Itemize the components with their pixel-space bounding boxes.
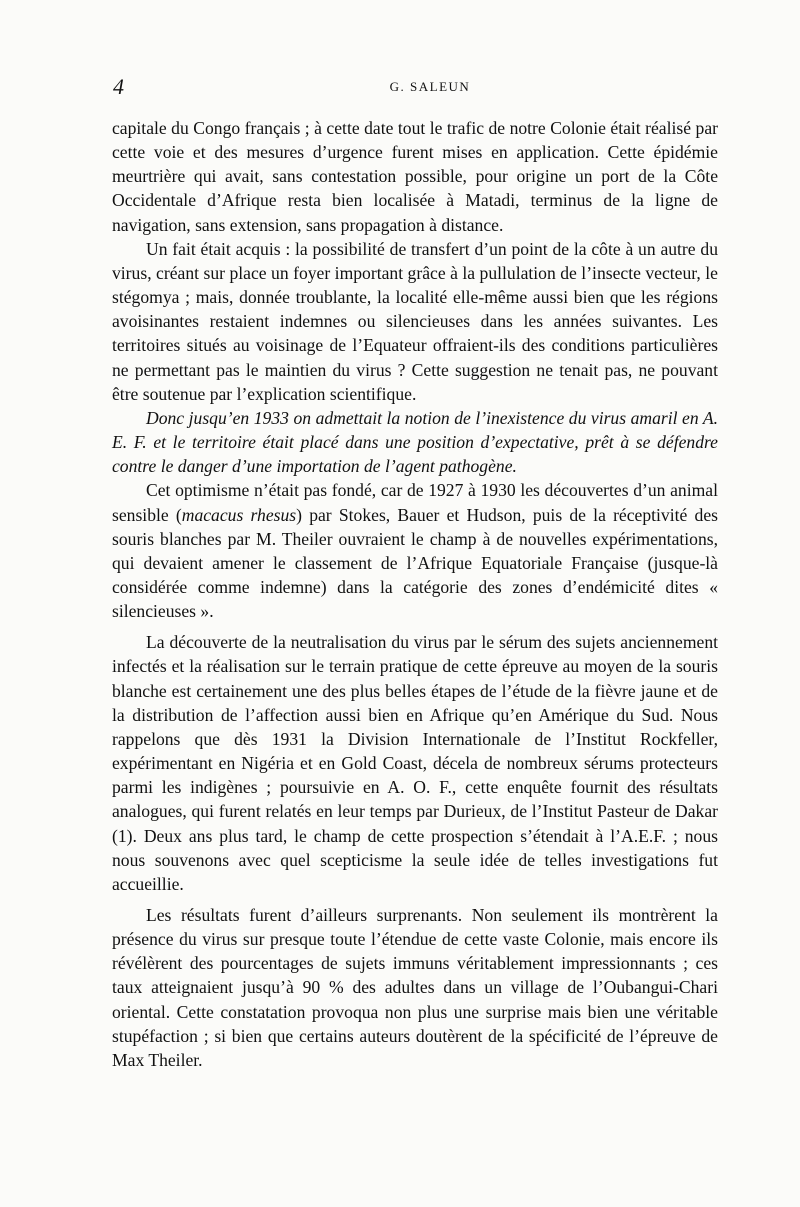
paragraph: La découverte de la neutralisation du virus par le sérum des sujets anciennement infectés et la réalisation sur le terrain pratique de cette épreuve au moyen de la souris blanche est certainement une des plus belles étapes de l’étude de la fièvre jaune et de la distribution de l’affection aussi bien en Afrique qu’en Amérique du Sud. Nous rappelons que dès 1931 la Division Internationale de l’Institut Rockfeller, expérimentant en Nigéria et en Gold Coast, décela de nombreux sérums protecteurs parmi les indigènes ; poursuivie en A. O. F., cette enquête fournit des résultats analogues, qui furent relatés en leur temps par Durieux, de l’Institut Pasteur de Dakar (1). Deux ans plus tard, le champ de cette prospection s’étendait à l’A.E.F. ; nous nous souvenons avec quel scepticisme la seule idée de telles investigations fut accueillie. bbox=[112, 632, 718, 894]
body-text bbox=[112, 116, 718, 1072]
paragraph: Les résultats furent d’ailleurs surprenants. Non seulement ils montrèrent la présence du virus sur presque toute l’étendue de cette vaste Colonie, mais encore ils révélèrent des pourcentages de sujets immuns véritablement impressionnants ; ces taux atteignaient jusqu’à 90 % des adultes dans un village de l’Oubangui-Chari oriental. Cette constatation provoqua non plus une surprise mais bien une véritable stupéfaction ; si bien que certains auteurs doutèrent de la spécificité de l’épreuve de Max Theiler. bbox=[112, 905, 718, 1070]
paragraph bbox=[112, 478, 718, 623]
page-number: 4 bbox=[113, 74, 124, 99]
paragraph: Un fait était acquis : la possibilité de transfert d’un point de la côte à un autre du virus, créant sur place un foyer important grâce à la pullulation de l’insecte vecteur, le stégomya ; mais, donnée troublante, la localité elle-même aussi bien que les régions avoisinantes restaient indemnes ou silencieuses dans les années suivantes. Les territoires situés au voisinage de l’Equateur offraient-ils des conditions particulières ne permettant pas le maintien du virus ? Cette suggestion ne tenait pas, ne pouvant être soutenue par l’explication scientifique. bbox=[112, 238, 718, 404]
species-name: macacus rhesus bbox=[181, 504, 297, 525]
running-head: G. SALEUN bbox=[389, 79, 471, 94]
paragraph-text: Cet optimisme n’était pas fondé, car de 1927 à 1930 les découvertes d’un animal sensible ( bbox=[112, 480, 718, 525]
paragraph-continuation: capitale du Congo français ; à cette date tout le trafic de notre Colonie était réalisé par cette voie et des mesures d’urgence furent mises en application. Cette épidémie meurtrière qui avait, sans contestation possible, pour origine un port de la Côte Occidentale d’Afrique resta bien localisée à Matadi, terminus de la ligne de navigation, sans extension, sans propagation à distance. bbox=[112, 118, 718, 235]
paragraph-text: ) par Stokes, Bauer et Hudson, puis de la réceptivité des souris blanches par M. Theiler ouvraient le champ à de nouvelles expérimentations, qui devaient amener le classement de l’Afrique Equatoriale Française (jusque-là considérée comme indemne) dans la catégorie des zones d’endémicité dites « silencieuses ». bbox=[112, 504, 718, 622]
paragraph-italic: Donc jusqu’en 1933 on admettait la notion de l’inexistence du virus amaril en A. E. F. et le territoire était placé dans une position d’expectative, prêt à se défendre contre le danger d’une importation de l’agent pathogène. bbox=[112, 407, 718, 477]
